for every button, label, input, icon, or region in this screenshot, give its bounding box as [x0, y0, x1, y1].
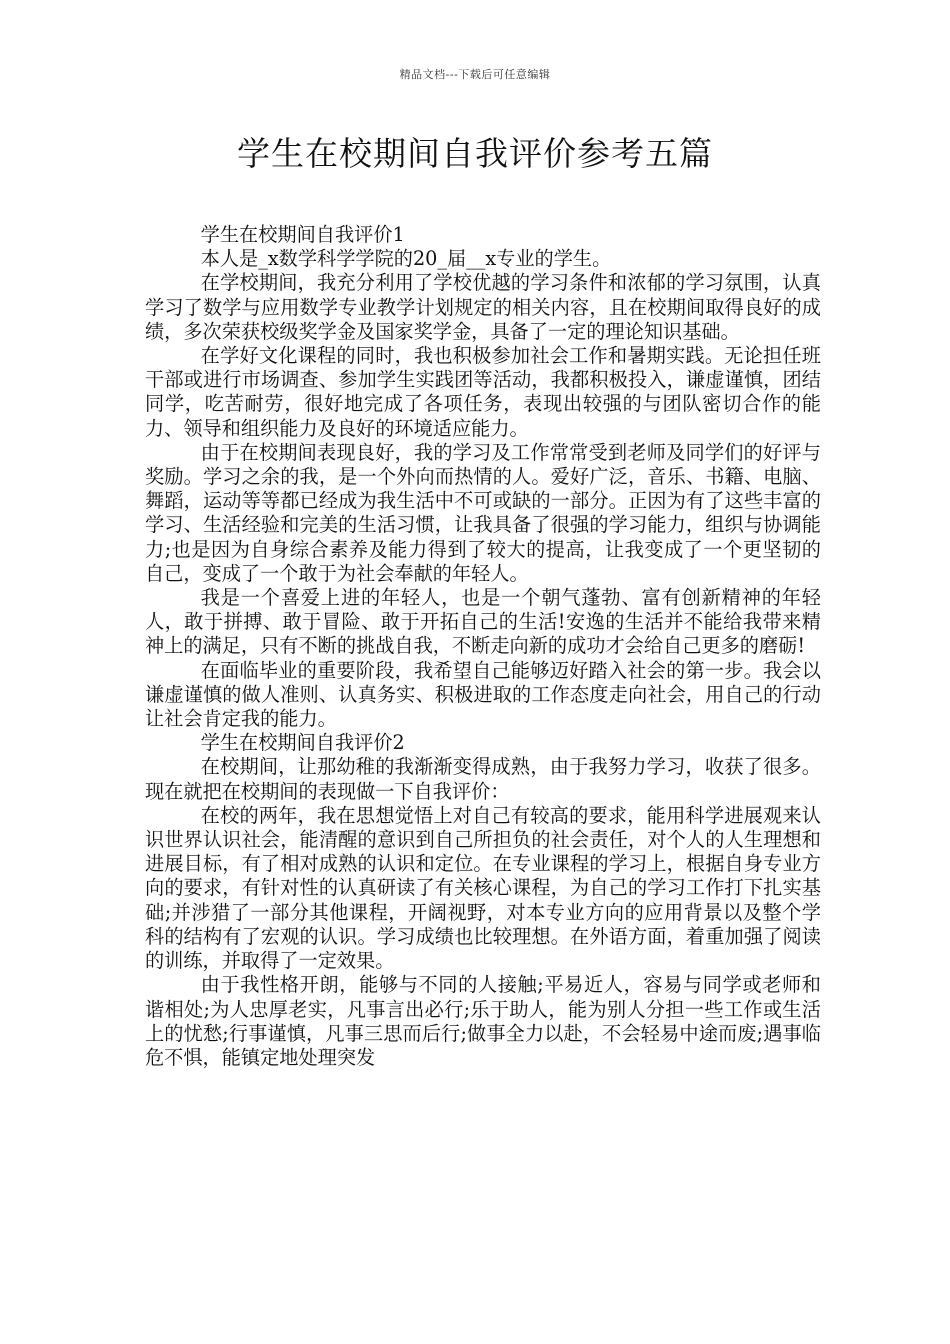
header-note: 精品文档---下载后可任意编辑	[399, 68, 551, 81]
document-title: 学生在校期间自我评价参考五篇	[237, 134, 713, 173]
body-paragraph: 在学好文化课程的同时，我也积极参加社会工作和暑期实践。无论担任班干部或进行市场调查、参加学生实践团等活动，我都积极投入，谦虚谨慎，团结同学，吃苦耐劳，很好地完成了各项任务，表现出较强的与团队密切合作的能力、领导和组织能力及良好的环境适应能力。	[145, 344, 821, 440]
document-body	[145, 223, 821, 1070]
body-paragraph: 由于在校期间表现良好，我的学习及工作常常受到老师及同学们的好评与奖励。学习之余的我，是一个外向而热情的人。爱好广泛，音乐、书籍、电脑、舞蹈，运动等等都已经成为我生活中不可或缺的一部分。正因为有了这些丰富的学习、生活经验和完美的生活习惯，让我具备了很强的学习能力，组织与协调能力;也是因为自身综合素养及能力得到了较大的提高，让我变成了一个更坚韧的自己，变成了一个敢于为社会奉献的年轻人。	[145, 440, 821, 585]
body-paragraph: 在面临毕业的重要阶段，我希望自己能够迈好踏入社会的第一步。我会以谦虚谨慎的做人准则、认真务实、积极进取的工作态度走向社会，用自己的行动让社会肯定我的能力。	[145, 658, 821, 731]
body-paragraph: 在校的两年，我在思想觉悟上对自己有较高的要求，能用科学进展观来认识世界认识社会，能清醒的意识到自己所担负的社会责任，对个人的人生理想和进展目标，有了相对成熟的认识和定位。在专业课程的学习上，根据自身专业方向的要求，有针对性的认真研读了有关核心课程，为自己的学习工作打下扎实基础;并涉猎了一部分其他课程，开阔视野，对本专业方向的应用背景以及整个学科的结构有了宏观的认识。学习成绩也比较理想。在外语方面，着重加强了阅读的训练，并取得了一定效果。	[145, 803, 821, 973]
section-heading-1: 学生在校期间自我评价1	[200, 223, 405, 246]
body-paragraph: 我是一个喜爱上进的年轻人，也是一个朝气蓬勃、富有创新精神的年轻人，敢于拼搏、敢于冒险、敢于开拓自己的生活!安逸的生活并不能给我带来精神上的满足，只有不断的挑战自我，不断走向新的成功才会给自己更多的磨砺!	[145, 586, 821, 658]
body-paragraph: 本人是_x数学科学学院的20_届__x专业的学生。	[200, 247, 612, 271]
body-paragraph: 在学校期间，我充分利用了学校优越的学习条件和浓郁的学习氛围，认真学习了数学与应用数学专业教学计划规定的相关内容，且在校期间取得良好的成绩，多次荣获校级奖学金及国家奖学金，具备了一定的理论知识基础。	[145, 271, 821, 343]
section-heading-2: 学生在校期间自我评价2	[200, 731, 405, 755]
body-paragraph: 由于我性格开朗，能够与不同的人接触;平易近人，容易与同学或老师和谐相处;为人忠厚老实，凡事言出必行;乐于助人，能为别人分担一些工作或生活上的忧愁;行事谨慎，凡事三思而后行;做事全力以赴，不会轻易中途而废;遇事临危不惧，能镇定地处理突发	[145, 973, 821, 1069]
body-paragraph: 在校期间，让那幼稚的我渐渐变得成熟，由于我努力学习，收获了很多。现在就把在校期间的表现做一下自我评价：	[145, 755, 821, 803]
